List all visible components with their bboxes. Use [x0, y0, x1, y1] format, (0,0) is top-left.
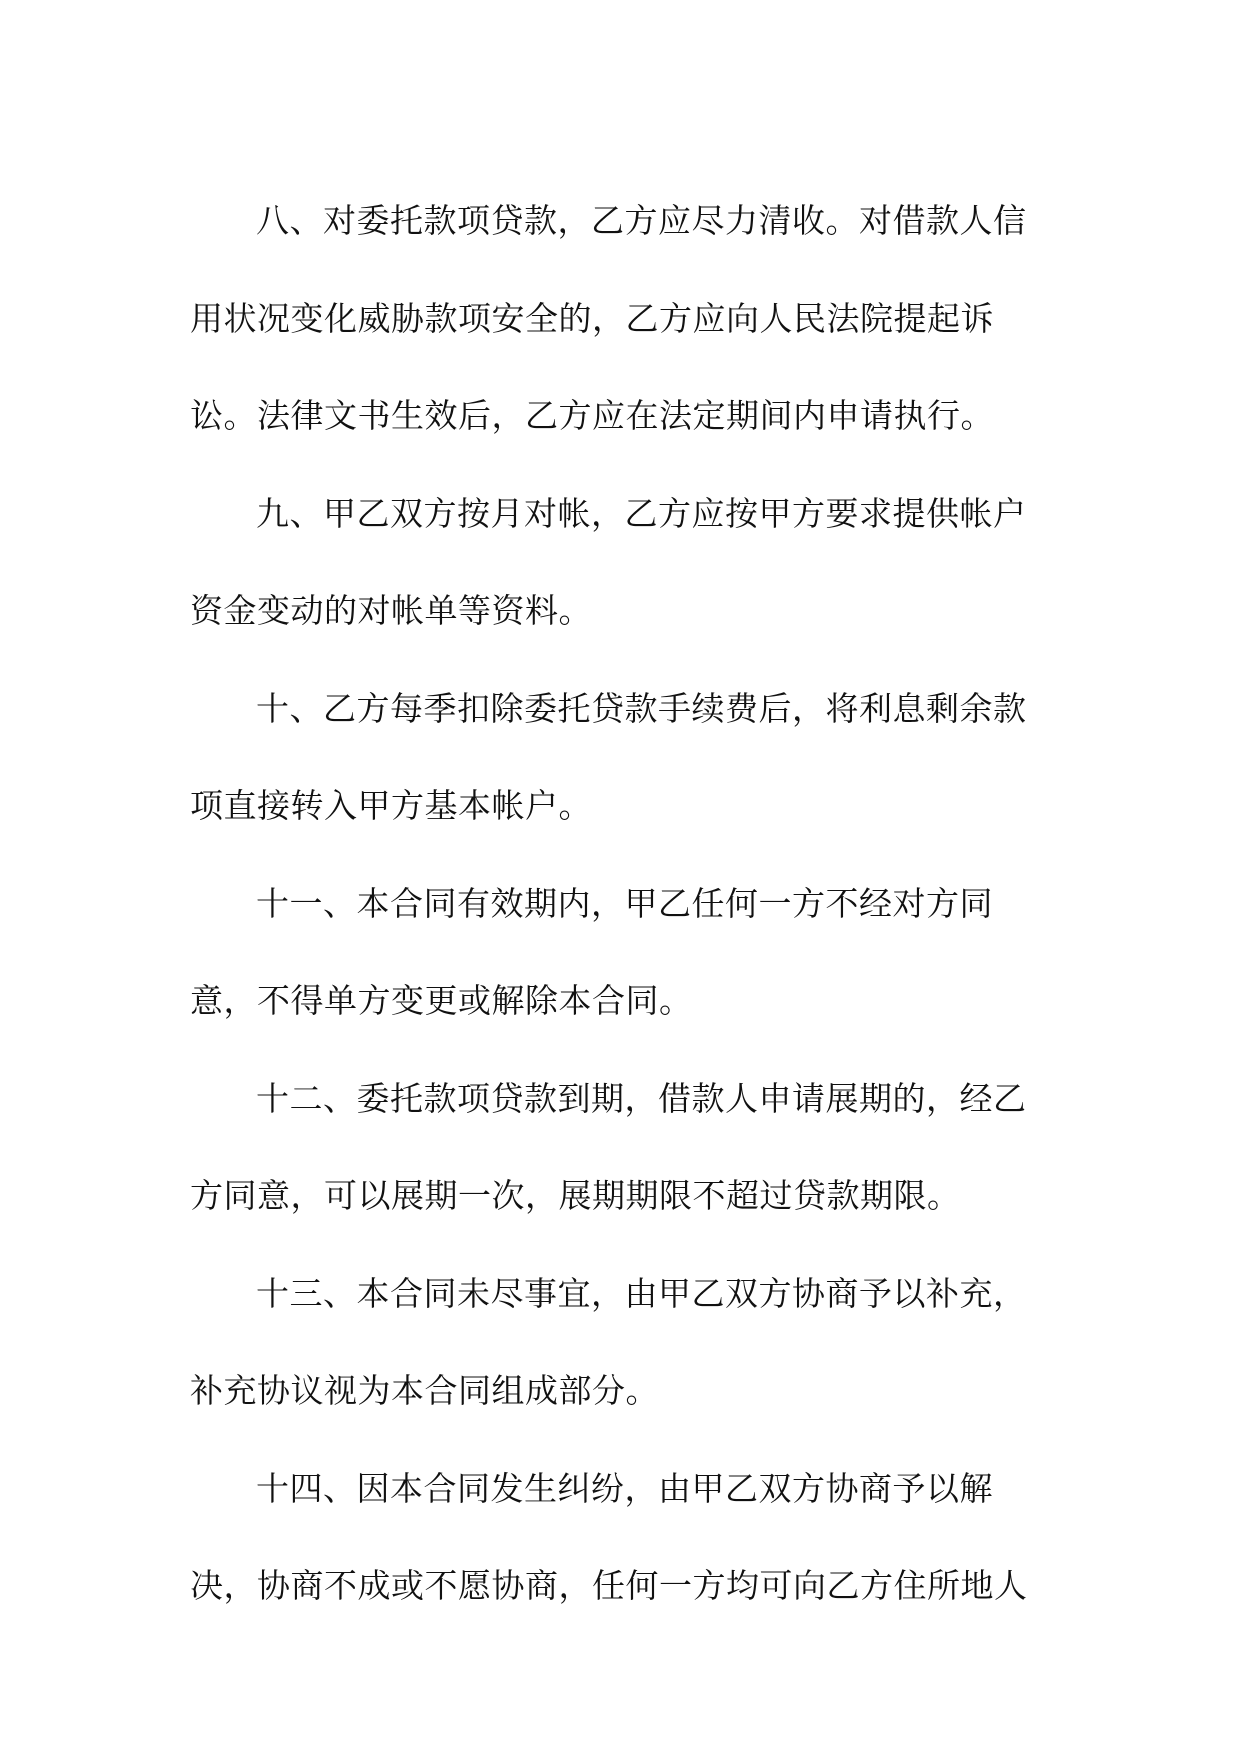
text-line: 十、乙方每季扣除委托贷款手续费后，将利息剩余款: [256, 688, 1027, 728]
text-line: 用状况变化威胁款项安全的，乙方应向人民法院提起诉: [190, 298, 994, 338]
text-line: 讼。法律文书生效后，乙方应在法定期间内申请执行。: [190, 396, 994, 435]
text-line: 十四、因本合同发生纠纷，由甲乙双方协商予以解: [256, 1468, 993, 1508]
text-line: 十二、委托款项贷款到期，借款人申请展期的，经乙: [256, 1078, 1027, 1118]
text-line: 决，协商不成或不愿协商，任何一方均可向乙方住所地人: [190, 1566, 1028, 1605]
contract-body-text: [190, 172, 1030, 1635]
text-line: 意，不得单方变更或解除本合同。: [190, 981, 693, 1020]
text-line: 八、对委托款项贷款，乙方应尽力清收。对借款人信: [256, 201, 1027, 240]
text-line: 九、甲乙双方按月对帐，乙方应按甲方要求提供帐户: [256, 493, 1027, 533]
text-line: 十一、本合同有效期内，甲乙任何一方不经对方同: [256, 883, 993, 923]
text-line: 方同意，可以展期一次，展期期限不超过贷款期限。: [190, 1176, 961, 1215]
text-line: 补充协议视为本合同组成部分。: [190, 1371, 659, 1410]
text-line: 资金变动的对帐单等资料。: [190, 591, 592, 630]
text-line: 十三、本合同未尽事宜，由甲乙双方协商予以补充，: [256, 1273, 1027, 1313]
text-line: 项直接转入甲方基本帐户。: [190, 786, 592, 825]
